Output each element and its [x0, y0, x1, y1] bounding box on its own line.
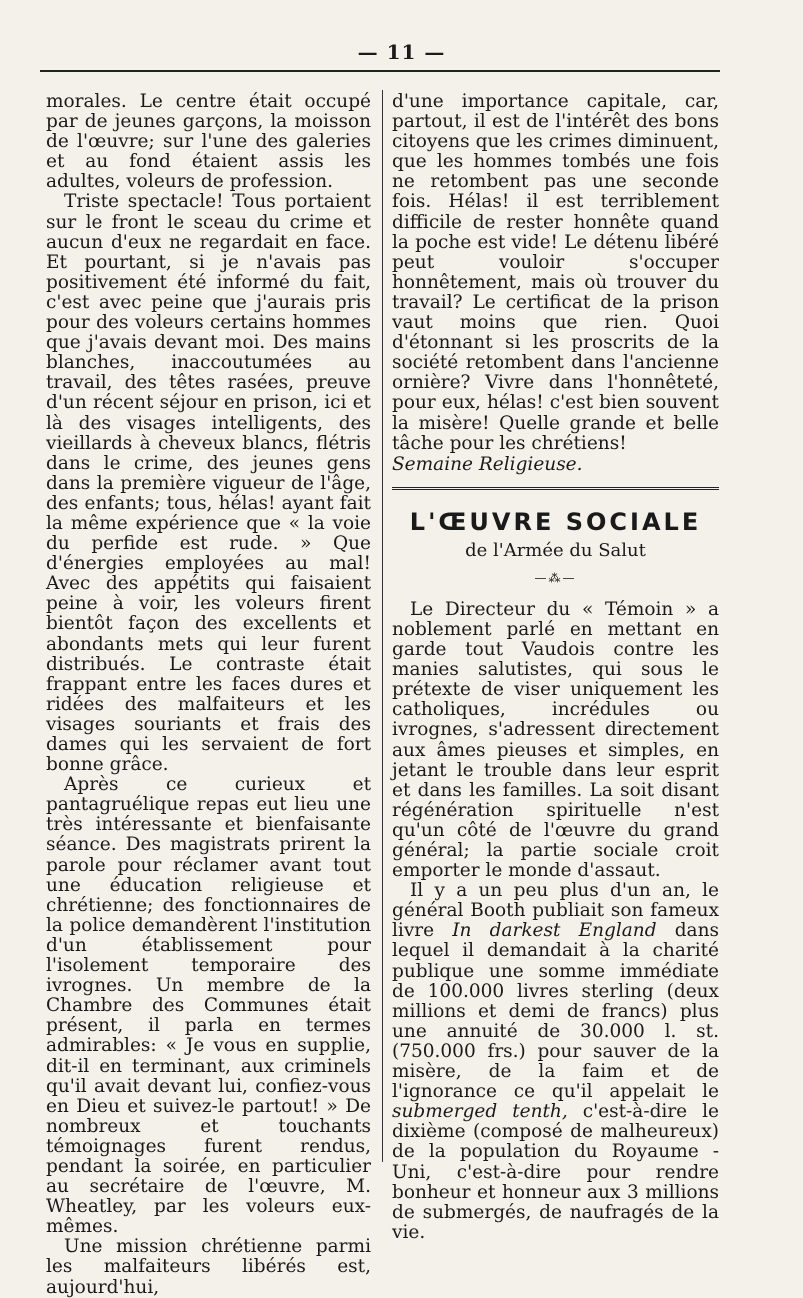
paragraph: Le Directeur du « Témoin » a noblement parlé en mettant en garde tout Vaudois contre les manies salutistes, qui sous le prétexte de viser uniquement les catholiques, incrédules ou ivrognes, s'adressent directement aux âmes pieuses et simples, en jetant le trouble dans leur esprit et dans les familles. La soit disant régénération spirituelle n'est qu'un côté de l'œuvre du grand général; la partie sociale croit emporter le monde d'assaut. — [392, 598, 719, 882]
section-title: L'ŒUVRE SOCIALE — [409, 507, 702, 536]
signature: Semaine Religieuse. — [392, 453, 583, 475]
page-number: — 11 — — [357, 40, 446, 64]
book-title: In darkest England — [452, 920, 657, 942]
ornament: —⁂— — [534, 570, 577, 585]
paragraph: d'une importance capitale, car, partout, il est de l'intérêt des bons citoyens que les crimes diminuent, que les hommes tombés une fois ne retombent pas une seconde fois. Hélas! il est terriblement difficile de rester honnête quand la poche est vide! Le détenu libéré peut vouloir s'occuper honnêtement, mais où trouver du travail? Le certificat de la prison vaut moins que rien. Quoi d'étonnant si les proscrits de la société retombent dans l'ancienne ornière? Vivre dans l'honnêteté, pour eux, hélas! c'est bien souvent la misère! Quelle grande et belle tâche pour les chrétiens! — [392, 91, 719, 454]
paragraph: Après ce curieux et pantagruélique repas eut lieu une très intéressante et bienfaisante séance. Des magistrats prirent la parole pour réclamer avant tout une éducation religieuse et chrétienne; des fonctionnaires de la police demandèrent l'institution d'un établissement pour l'isolement temporaire des ivrognes. Un membre de la Chambre des Communes était présent, il parla en termes admirables: « Je vous en supplie, dit-il en terminant, aux criminels qu'il avait devant lui, confiez-vous en Dieu et suivez-le partout! » De nombreux et touchants témoignages furent rendus, pendant la soirée, en particulier au secrétaire de l'œuvre, M. Wheatley, par les voleurs eux-mêmes. — [46, 774, 371, 1238]
paragraph: morales. Le centre était occupé par de jeunes garçons, la moisson de l'œuvre; sur l'une des galeries et au fond étaient assis les adultes, voleurs de profession. — [46, 91, 371, 193]
paragraph: Une mission chrétienne parmi les malfaiteurs libérés est, aujourd'hui, — [46, 1236, 371, 1298]
paragraph: Triste spectacle! Tous portaient sur le front le sceau du crime et aucun d'eux ne regardait en face. Et pourtant, si je n'avais pas positivement été informé du fait, c'est avec peine que j'aurais pris pour des voleurs certains hommes que j'avais devant moi. Des mains blanches, inaccoutumées au travail, des têtes rasées, preuve d'un récent séjour en prison, ici et là des visages intelligents, des vieillards à cheveux blancs, flétris dans le crime, des jeunes gens dans la première vigueur de l'âge, des enfants; tous, hélas! ayant fait la même expérience que « la voie du perfide est rude. » Que d'énergies employées au mal! Avec des appétits qui faisaient peine à voir, les voleurs firent bientôt façon des excellents et abondants mets qui leur furent distribués. Le contraste était frappant entre les faces dures et ridées des malfaiteurs et les visages souriants et frais des dames qui les servaient de fort bonne grâce. — [46, 191, 371, 776]
section-rule — [392, 487, 719, 490]
text-run: dans lequel il demandait à la charité publique une somme immédiate de 100.000 livres sterling (deux millions et demi de francs) plus une annuité de 30.000 l. st. (750.000 frs.) pour sauver de la misère, de la faim et de l'ignorance ce qu'il appelait le — [392, 920, 719, 1103]
italic-term: submerged tenth, — [392, 1101, 568, 1123]
text-run: c'est-à-dire le dixième (composé de malheureux) de la population du Royaume - Uni, c'est-à-dire pour rendre bonheur et honneur aux 3 millions de submergés, de naufragés de la vie. — [392, 1101, 719, 1243]
left-column — [46, 92, 371, 1298]
column-divider — [382, 90, 383, 1162]
right-column — [392, 92, 719, 1243]
paragraph — [392, 881, 719, 1243]
text-run: Il y a un peu plus d'un an, le général Booth publiait son fameux livre — [392, 880, 719, 942]
section-subtitle: de l'Armée du Salut — [465, 539, 646, 561]
header-rule — [40, 70, 720, 72]
